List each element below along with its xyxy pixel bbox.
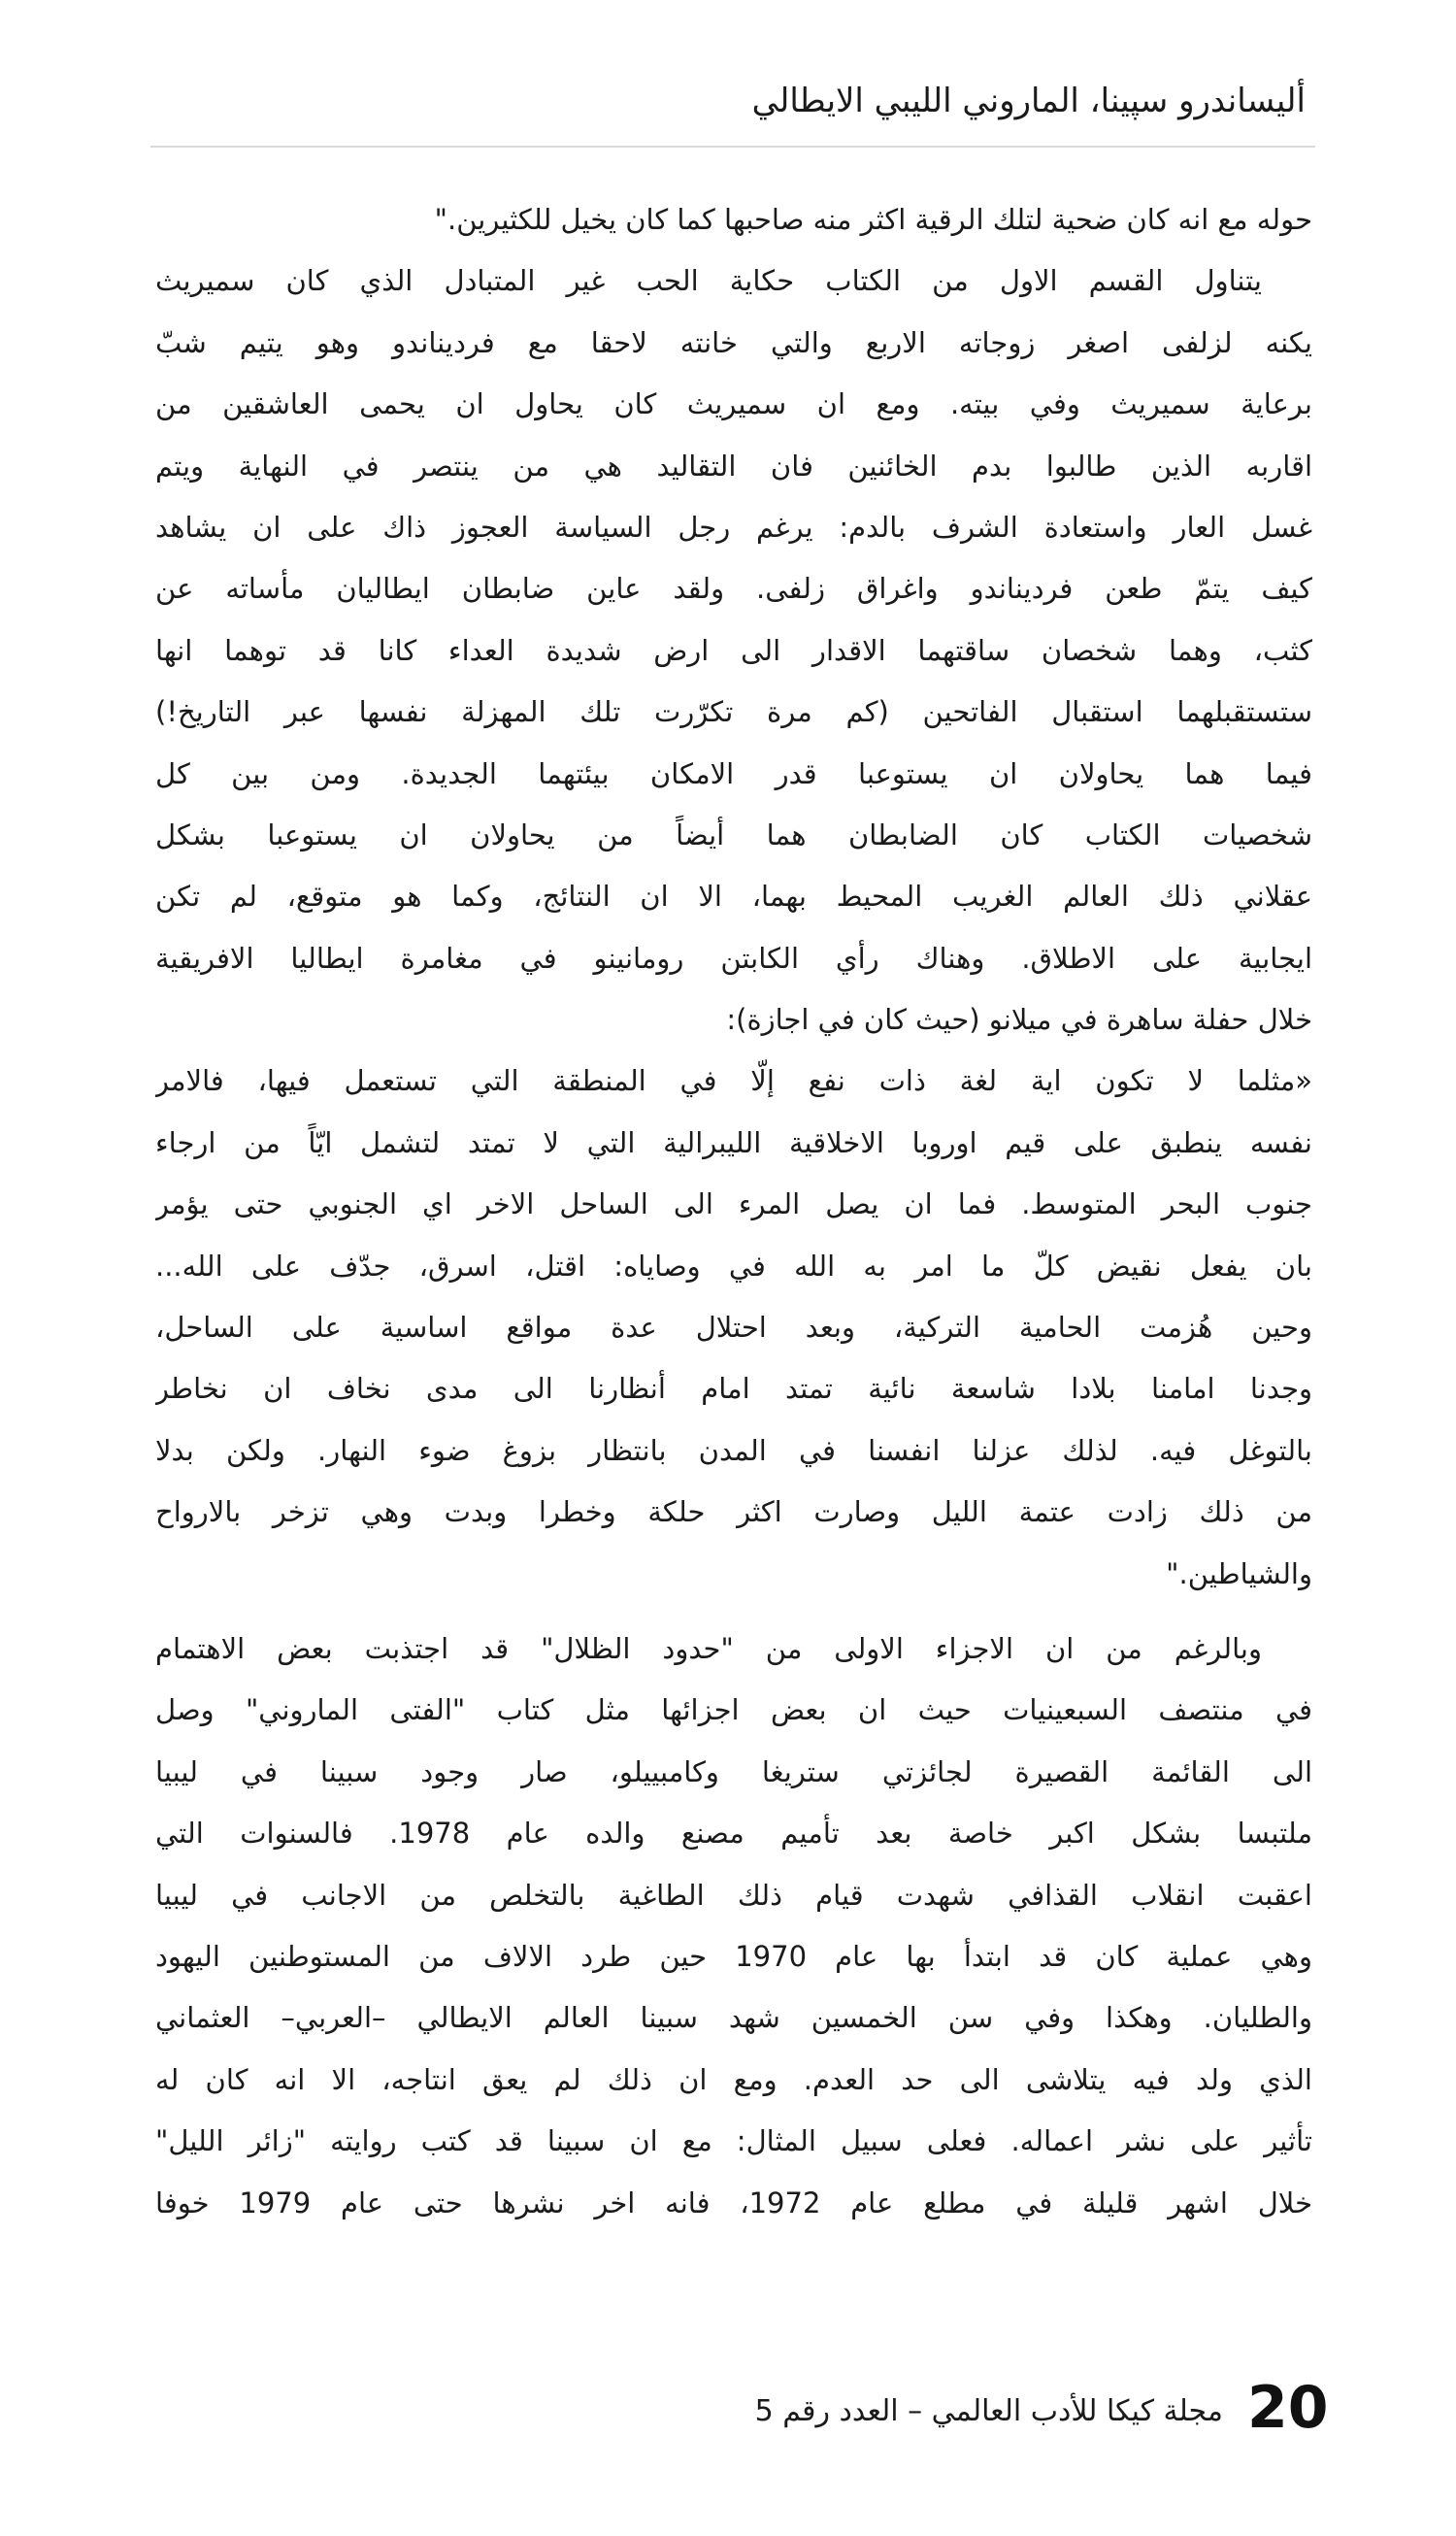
- text-line: وبالرغم من ان الاجزاء الاولى من "حدود الظلال" قد اجتذبت بعض الاهتمام: [155, 1631, 1262, 1665]
- text-line: وجدنا امامنا بلادا شاسعة نائية تمتد امام أنظارنا الى مدى نخاف ان نخاطر: [155, 1372, 1312, 1406]
- header-divider: [150, 146, 1315, 148]
- paragraph: [155, 189, 1312, 250]
- text-line: وهي عملية كان قد ابتدأ بها عام 1970 حين طرد الالاف من المستوطنين اليهود: [155, 1939, 1312, 1973]
- text-line: ستستقبلهما استقبال الفاتحين (كم مرة تكرّرت تلك المهزلة نفسها عبر التاريخ!): [155, 695, 1312, 729]
- text-line: والطليان. وهكذا وفي سن الخمسين شهد سبينا العالم الايطالي –العربي– العثماني: [155, 2001, 1312, 2035]
- text-line: نفسه ينطبق على قيم اوروبا الاخلاقية الليبرالية التي لا تمتد لتشمل ايّاً من ارجاء: [155, 1125, 1312, 1159]
- article-body: [155, 189, 1312, 2234]
- text-line: ايجابية على الاطلاق. وهناك رأي الكابتن رومانينو في مغامرة ايطاليا الافريقية: [155, 941, 1312, 975]
- text-line: خلال اشهر قليلة في مطلع عام 1972، فانه اخر نشرها حتى عام 1979 خوفا: [155, 2186, 1312, 2219]
- text-line: في منتصف السبعينيات حيث ان بعض اجزائها مثل كتاب "الفتى الماروني" وصل: [155, 1693, 1312, 1727]
- running-header: أليساندرو سپينا، الماروني الليبي الايطالي: [751, 82, 1306, 120]
- text-line: والشياطين.": [1166, 1556, 1312, 1590]
- quote-paragraph: [155, 1051, 1312, 1605]
- text-line: برعاية سميريث وفي بيته. ومع ان سميريث كان يحاول ان يحمى العاشقين من: [155, 387, 1312, 421]
- text-line: غسل العار واستعادة الشرف بالدم: يرغم رجل السياسة العجوز ذاك على ان يشاهد: [155, 510, 1312, 544]
- text-line: كثب، وهما شخصان ساقتهما الاقدار الى ارض شديدة العداء كانا قد توهما انها: [155, 633, 1312, 667]
- text-line: خلال حفلة ساهرة في ميلانو (حيث كان في اجازة):: [726, 1003, 1312, 1037]
- text-line: بالتوغل فيه. لذلك عزلنا انفسنا في المدن بانتظار بزوغ ضوء النهار. ولكن بدلا: [155, 1433, 1312, 1467]
- text-line: الذي ولد فيه يتلاشى الى حد العدم. ومع ان ذلك لم يعق انتاجه، الا انه كان له: [155, 2062, 1312, 2096]
- text-line: حوله مع انه كان ضحية لتلك الرقية اكثر منه صاحبها كما كان يخيل للكثيرين.": [434, 203, 1312, 236]
- text-line: كيف يتمّ طعن فرديناندو واغراق زلفى. ولقد عاين ضابطان ايطاليان مأساته عن: [155, 572, 1312, 606]
- text-line: من ذلك زادت عتمة الليل وصارت اكثر حلكة وخطرا وبدت وهي تزخر بالارواح: [155, 1495, 1312, 1529]
- text-line: تأثير على نشر اعماله. فعلى سبيل المثال: مع ان سبينا قد كتب روايته "زائر الليل": [155, 2124, 1312, 2158]
- text-line: «مثلما لا تكون اية لغة ذات نفع إلّا في المنطقة التي تستعمل فيها، فالامر: [155, 1064, 1312, 1098]
- paragraph: [155, 250, 1312, 1051]
- text-line: جنوب البحر المتوسط. فما ان يصل المرء الى الساحل الاخر اي الجنوبي حتى يؤمر: [155, 1187, 1312, 1221]
- text-line: يكنه لزلفى اصغر زوجاته الاربع والتي خانته لاحقا مع فرديناندو وهو يتيم شبّ: [155, 325, 1312, 359]
- text-line: شخصيات الكتاب كان الضابطان هما أيضاً من يحاولان ان يستوعبا بشكل: [155, 818, 1312, 851]
- text-line: وحين هُزمت الحامية التركية، وبعد احتلال عدة مواقع اساسية على الساحل،: [155, 1311, 1312, 1345]
- text-line: فيما هما يحاولان ان يستوعبا قدر الامكان بيئتهما الجديدة. ومن بين كل: [155, 756, 1312, 790]
- text-line: عقلاني ذلك العالم الغريب المحيط بهما، الا ان النتائج، وكما هو متوقع، لم تكن: [155, 880, 1312, 914]
- text-line: يتناول القسم الاول من الكتاب حكاية الحب غير المتبادل الذي كان سميريث: [155, 264, 1262, 298]
- journal-footer: مجلة كيكا للأدب العالمي – العدد رقم 5: [754, 2394, 1223, 2428]
- text-line: بان يفعل نقيض كلّ ما امر به الله في وصاياه: اقتل، اسرق، جدّف على الله...: [155, 1249, 1312, 1283]
- text-line: الى القائمة القصيرة لجائزتي ستريغا وكامبييلو، صار وجود سبينا في ليبيا: [155, 1754, 1312, 1788]
- text-line: اقاربه الذين طالبوا بدم الخائنين فان التقاليد هي من ينتصر في النهاية ويتم: [155, 449, 1312, 483]
- paragraph: [155, 1618, 1312, 2234]
- paragraph-spacer: [155, 1605, 1312, 1618]
- text-line: اعقبت انقلاب القذافي شهدت قيام ذلك الطاغية بالتخلص من الاجانب في ليبيا: [155, 1878, 1312, 1912]
- text-line: ملتبسا بشكل اكبر خاصة بعد تأميم مصنع والده عام 1978. فالسنوات التي: [155, 1817, 1312, 1851]
- page-number: 20: [1247, 2374, 1329, 2442]
